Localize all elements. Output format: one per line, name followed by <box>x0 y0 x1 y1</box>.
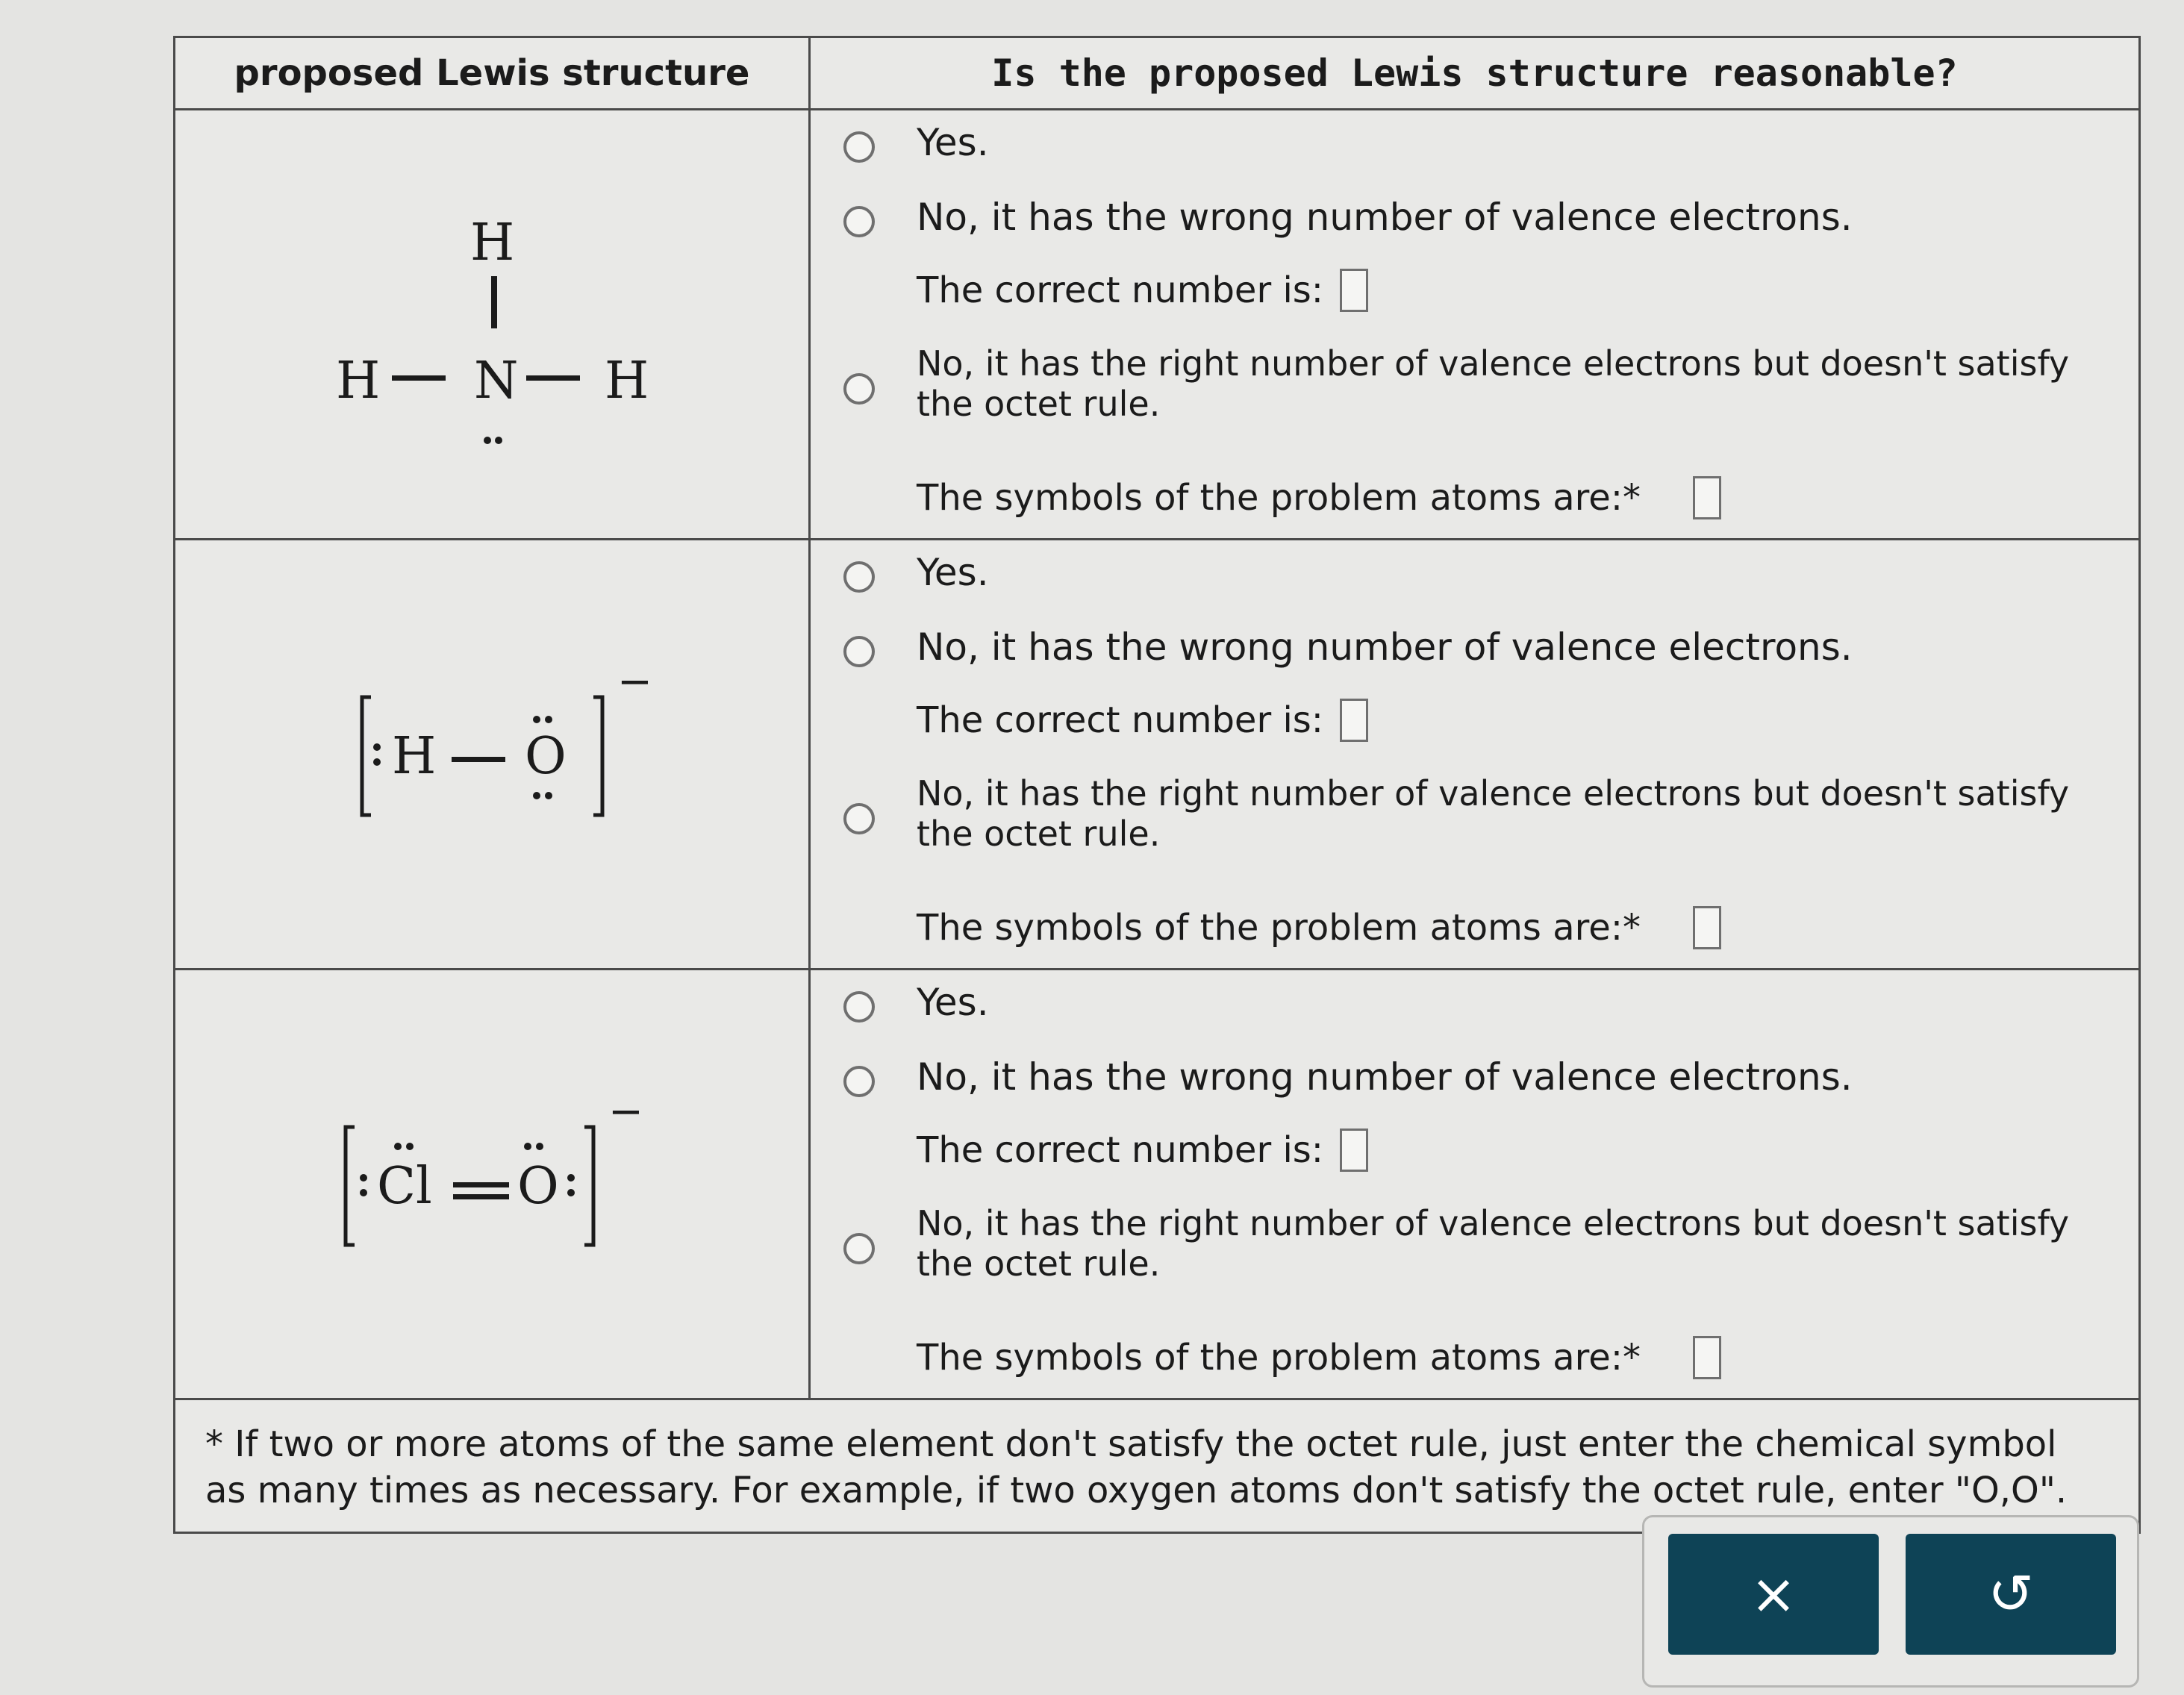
problem-atoms-label: The symbols of the problem atoms are:* <box>917 907 1641 949</box>
lone-pair-dot <box>484 437 491 444</box>
problem-atoms-field <box>917 906 1721 949</box>
close-icon: × <box>1750 1562 1797 1626</box>
radio-button[interactable] <box>843 373 875 405</box>
lone-pair-dot <box>567 1174 575 1181</box>
atom-o: O <box>517 1157 559 1216</box>
bond-single <box>526 375 580 381</box>
radio-button[interactable] <box>843 131 875 163</box>
bond-single <box>392 375 446 381</box>
radio-button[interactable] <box>843 206 875 237</box>
lewis-structure-nh3 <box>175 110 808 538</box>
problem-atoms-input[interactable] <box>1693 906 1721 949</box>
lone-pair-dot <box>567 1189 575 1196</box>
lone-pair-dot <box>524 1143 531 1150</box>
problem-atoms-field <box>917 1336 1721 1379</box>
lewis-structure-hydroxide <box>175 540 808 968</box>
correct-number-input[interactable] <box>1340 699 1368 742</box>
undo-icon: ↺ <box>1987 1562 2034 1626</box>
lone-pair-dot <box>406 1143 414 1150</box>
lone-pair-dot <box>373 758 381 766</box>
bond-double <box>453 1182 509 1187</box>
option-octet-label[interactable]: No, it has the right number of valence electrons but doesn't satisfy the octet rule. <box>917 343 2070 424</box>
octet-footnote: * If two or more atoms of the same element don't satisfy the octet rule, just enter the chemical symbol as many times as necessary. For example, if two oxygen atoms don't satisfy the octet rule, enter "O,O". <box>175 1400 2138 1532</box>
option-wrong-count-label[interactable]: No, it has the wrong number of valence electrons. <box>917 625 1853 669</box>
radio-button[interactable] <box>843 803 875 834</box>
atom-h: H <box>392 727 437 786</box>
bracket-left <box>346 1127 355 1245</box>
correct-number-label: The correct number is: <box>917 1129 1323 1171</box>
atom-h-right: H <box>605 352 649 411</box>
option-octet-label[interactable]: No, it has the right number of valence electrons but doesn't satisfy the octet rule. <box>917 1203 2070 1284</box>
lone-pair-dot <box>545 716 552 723</box>
correct-number-label: The correct number is: <box>917 269 1323 311</box>
problem-atoms-input[interactable] <box>1693 1336 1721 1379</box>
lewis-structure-hypochlorite <box>175 970 808 1398</box>
lone-pair-dot <box>495 437 502 444</box>
correct-number-field <box>917 1129 1368 1172</box>
table-row <box>175 110 2138 540</box>
atom-h-left: H <box>336 352 381 411</box>
header-reasonable-question: Is the proposed Lewis structure reasonable? <box>991 51 1958 95</box>
answer-cell <box>811 110 2138 538</box>
radio-button[interactable] <box>843 1233 875 1264</box>
structure-cell <box>175 110 811 538</box>
correct-number-field <box>917 269 1368 312</box>
clear-button[interactable] <box>1668 1534 1879 1655</box>
table-header <box>175 38 2138 110</box>
lone-pair-dot <box>373 743 381 751</box>
answer-cell <box>811 540 2138 968</box>
charge-label: − <box>617 658 652 706</box>
bracket-left <box>362 697 371 815</box>
lone-pair-dot <box>536 1143 543 1150</box>
option-wrong-count-label[interactable]: No, it has the wrong number of valence electrons. <box>917 196 1853 239</box>
correct-number-input[interactable] <box>1340 1129 1368 1172</box>
correct-number-field <box>917 699 1368 742</box>
bond-single <box>491 276 497 328</box>
problem-atoms-label: The symbols of the problem atoms are:* <box>917 1337 1641 1379</box>
action-button-panel <box>1642 1515 2139 1688</box>
structure-cell <box>175 540 811 968</box>
bond-double <box>453 1194 509 1199</box>
option-yes-label[interactable]: Yes. <box>917 981 989 1024</box>
option-yes-label[interactable]: Yes. <box>917 551 989 594</box>
lone-pair-dot <box>394 1143 402 1150</box>
bracket-right <box>593 697 602 815</box>
option-octet-label[interactable]: No, it has the right number of valence electrons but doesn't satisfy the octet rule. <box>917 773 2070 854</box>
bond-single <box>452 757 505 762</box>
table-row <box>175 540 2138 970</box>
atom-o: O <box>525 727 567 786</box>
header-proposed-structure: proposed Lewis structure <box>175 38 811 108</box>
structure-cell <box>175 970 811 1398</box>
lone-pair-dot <box>545 792 552 799</box>
radio-button[interactable] <box>843 636 875 667</box>
table-row <box>175 970 2138 1400</box>
problem-atoms-input[interactable] <box>1693 476 1721 519</box>
atom-cl: Cl <box>377 1157 432 1216</box>
answer-cell <box>811 970 2138 1398</box>
radio-button[interactable] <box>843 561 875 593</box>
lone-pair-dot <box>360 1189 367 1196</box>
lewis-structure-table <box>173 36 2141 1534</box>
problem-atoms-label: The symbols of the problem atoms are:* <box>917 477 1641 519</box>
atom-n: N <box>474 352 519 411</box>
correct-number-input[interactable] <box>1340 269 1368 312</box>
bracket-right <box>584 1127 593 1245</box>
option-wrong-count-label[interactable]: No, it has the wrong number of valence electrons. <box>917 1055 1853 1099</box>
radio-button[interactable] <box>843 991 875 1023</box>
option-yes-label[interactable]: Yes. <box>917 121 989 164</box>
problem-atoms-field <box>917 476 1721 519</box>
undo-button[interactable] <box>1906 1534 2116 1655</box>
lone-pair-dot <box>533 716 540 723</box>
charge-label: − <box>608 1087 643 1136</box>
atom-h-top: H <box>470 213 515 272</box>
radio-button[interactable] <box>843 1066 875 1097</box>
correct-number-label: The correct number is: <box>917 699 1323 741</box>
lone-pair-dot <box>360 1174 367 1181</box>
lone-pair-dot <box>533 792 540 799</box>
